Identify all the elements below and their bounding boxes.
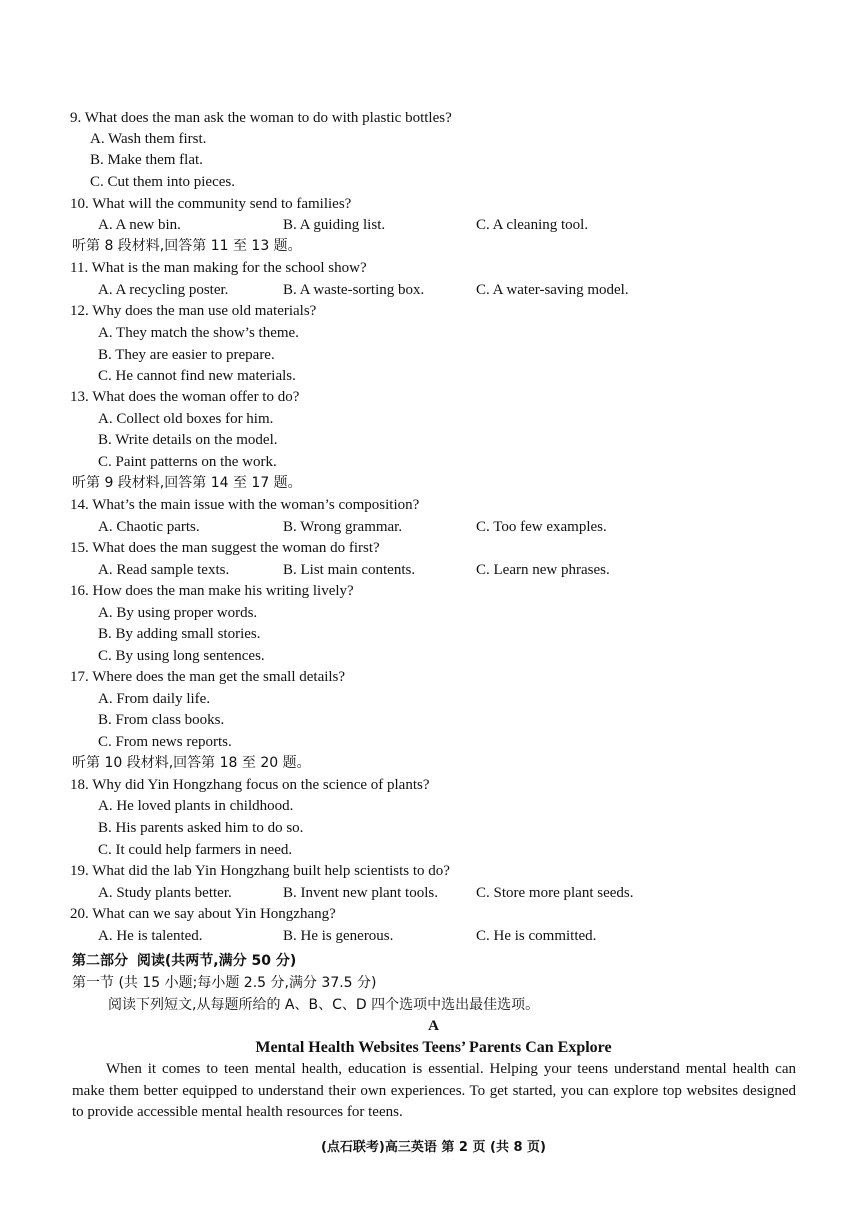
option: A. He is talented. bbox=[98, 928, 203, 944]
reading-instruction: 阅读下列短文,从每题所给的 A、B、C、D 四个选项中选出最佳选项。 bbox=[108, 997, 540, 1013]
option: C. A cleaning tool. bbox=[476, 217, 589, 233]
part2-label: 第二部分 bbox=[72, 953, 128, 969]
option: C. He is committed. bbox=[476, 928, 597, 944]
option: B. From class books. bbox=[98, 712, 225, 728]
instruction-seg10: 听第 10 段材料,回答第 18 至 20 题。 bbox=[72, 755, 311, 771]
question-18: 18. Why did Yin Hongzhang focus on the science of plants? bbox=[70, 777, 430, 793]
question-15: 15. What does the man suggest the woman do first? bbox=[70, 540, 380, 556]
option: A. By using proper words. bbox=[98, 605, 258, 621]
option: A. They match the show’s theme. bbox=[98, 325, 299, 341]
option: A. Collect old boxes for him. bbox=[98, 411, 274, 427]
option: B. List main contents. bbox=[283, 562, 416, 578]
instruction-seg8: 听第 8 段材料,回答第 11 至 13 题。 bbox=[72, 238, 302, 254]
question-16: 16. How does the man make his writing lively? bbox=[70, 583, 354, 599]
question-11: 11. What is the man making for the school show? bbox=[70, 260, 367, 276]
option: A. From daily life. bbox=[98, 691, 211, 707]
question-14: 14. What’s the main issue with the woman’s composition? bbox=[70, 497, 420, 513]
part2-title: 阅读(共两节,满分 50 分) bbox=[136, 953, 297, 969]
option: B. Write details on the model. bbox=[98, 432, 278, 448]
option: B. A waste-sorting box. bbox=[283, 282, 425, 298]
option: B. A guiding list. bbox=[283, 217, 386, 233]
question-19: 19. What did the lab Yin Hongzhang built help scientists to do? bbox=[70, 863, 450, 879]
option: A. Study plants better. bbox=[98, 885, 232, 901]
question-10: 10. What will the community send to families? bbox=[70, 196, 352, 212]
option: A. A new bin. bbox=[98, 217, 181, 233]
option: C. It could help farmers in need. bbox=[98, 842, 293, 858]
option: B. They are easier to prepare. bbox=[98, 347, 275, 363]
option: C. From news reports. bbox=[98, 734, 232, 750]
option: C. Learn new phrases. bbox=[476, 562, 610, 578]
option: B. Wrong grammar. bbox=[283, 519, 403, 535]
option: B. Make them flat. bbox=[90, 152, 203, 168]
part2-heading bbox=[72, 951, 296, 971]
option: C. He cannot find new materials. bbox=[98, 368, 296, 384]
passage-title: Mental Health Websites Teens’ Parents Can Explore bbox=[255, 1039, 612, 1056]
option: A. Read sample texts. bbox=[98, 562, 230, 578]
section1-heading: 第一节 (共 15 小题;每小题 2.5 分,满分 37.5 分) bbox=[72, 975, 377, 991]
passage-letter: A bbox=[428, 1018, 439, 1034]
option: A. Chaotic parts. bbox=[98, 519, 200, 535]
option: C. Cut them into pieces. bbox=[90, 174, 235, 190]
option: B. Invent new plant tools. bbox=[283, 885, 438, 901]
question-20: 20. What can we say about Yin Hongzhang? bbox=[70, 906, 336, 922]
question-12: 12. Why does the man use old materials? bbox=[70, 303, 317, 319]
option: C. Paint patterns on the work. bbox=[98, 454, 277, 470]
passage-text: When it comes to teen mental health, education is essential. Helping your teens understand mental health can make them better equipped to understand their own experiences. To get started, you can explore top websites designed to provide accessible mental health resources for teens. bbox=[72, 1061, 796, 1120]
question-17: 17. Where does the man get the small details? bbox=[70, 669, 346, 685]
option: C. Too few examples. bbox=[476, 519, 607, 535]
page-footer: (点石联考)高三英语 第 2 页 (共 8 页) bbox=[320, 1140, 546, 1155]
option: A. Wash them first. bbox=[90, 131, 207, 147]
option: C. A water-saving model. bbox=[476, 282, 629, 298]
instruction-seg9: 听第 9 段材料,回答第 14 至 17 题。 bbox=[72, 475, 302, 491]
option: C. By using long sentences. bbox=[98, 648, 265, 664]
option: B. His parents asked him to do so. bbox=[98, 820, 304, 836]
option: B. He is generous. bbox=[283, 928, 394, 944]
option: B. By adding small stories. bbox=[98, 626, 261, 642]
option: C. Store more plant seeds. bbox=[476, 885, 634, 901]
question-13: 13. What does the woman offer to do? bbox=[70, 389, 300, 405]
question-9: 9. What does the man ask the woman to do with plastic bottles? bbox=[70, 110, 452, 126]
option: A. A recycling poster. bbox=[98, 282, 229, 298]
option: A. He loved plants in childhood. bbox=[98, 798, 294, 814]
